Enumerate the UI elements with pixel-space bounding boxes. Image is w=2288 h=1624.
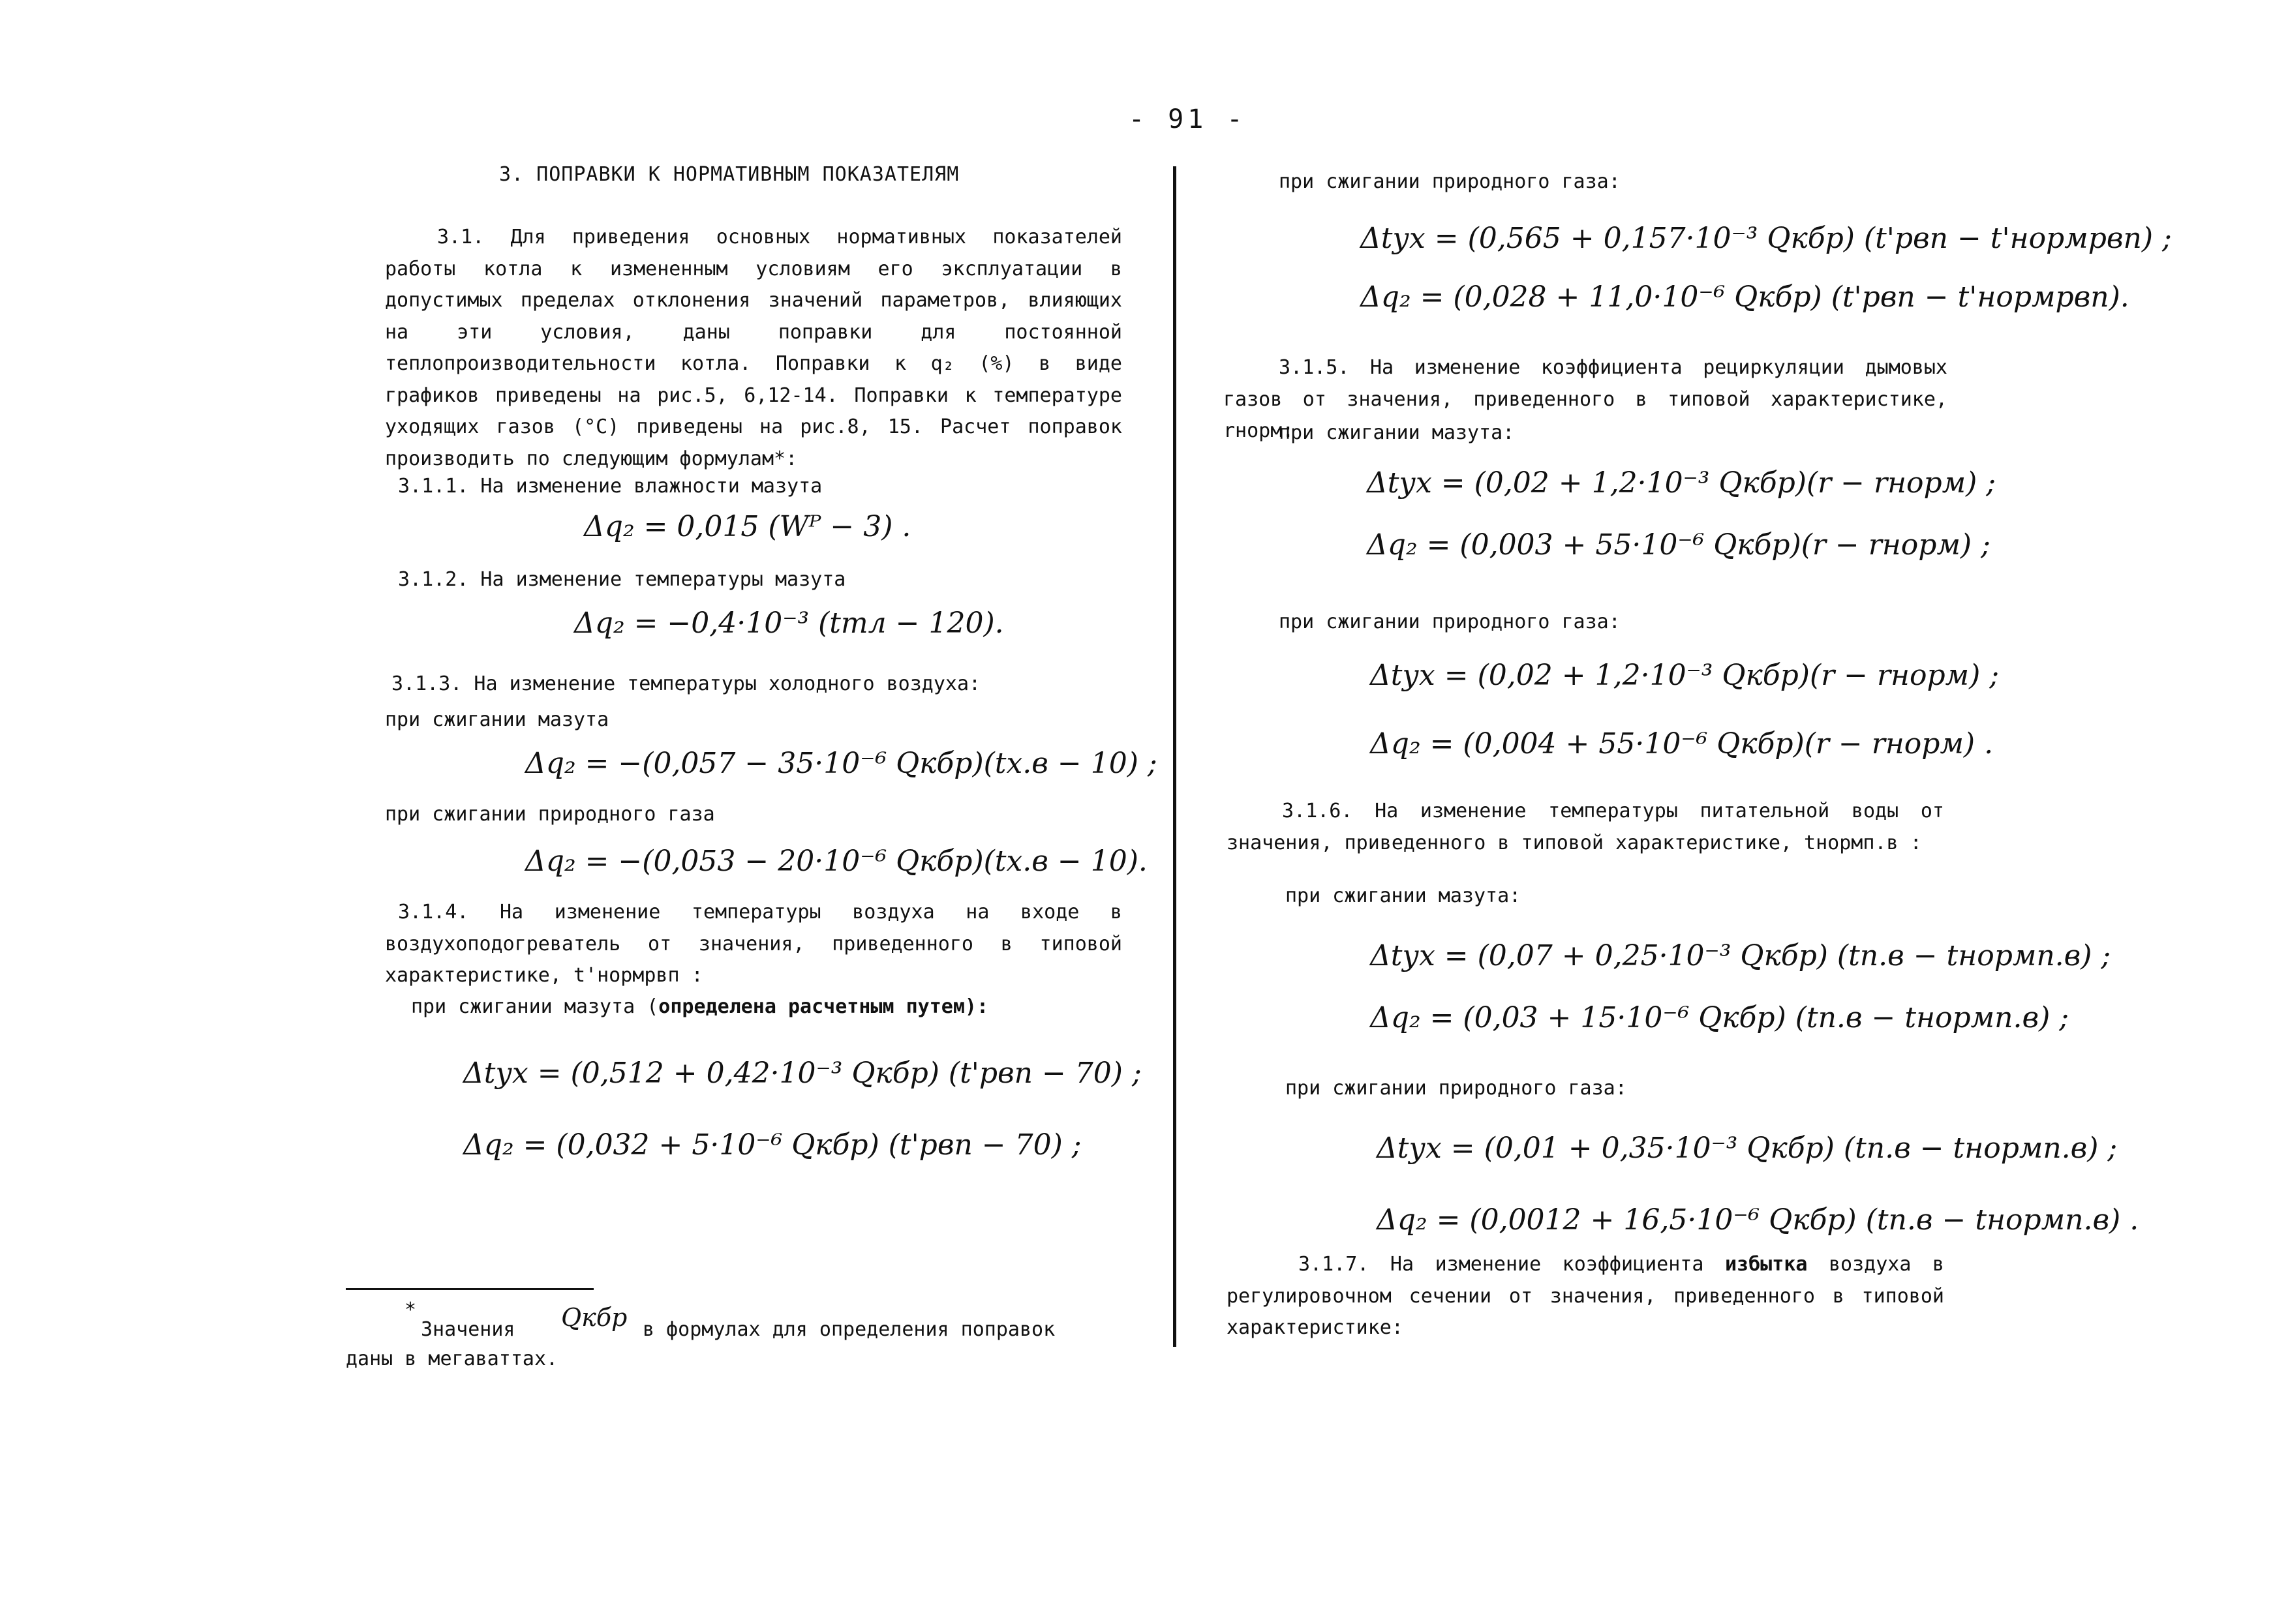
fuel-oil-label: при сжигании мазута [385, 708, 609, 731]
subsection-3-1-5: 3.1.5. На изменение коэффициента рециркуляции дымовых газов от значения, приведенного в типовой характеристике, rнорм: [1223, 356, 1947, 442]
subsection-3-1-7 [1227, 1249, 1944, 1344]
subsection-3-1-7-part-a: 3.1.7. На изменение коэффициента [1298, 1253, 1704, 1276]
column-divider [1173, 166, 1176, 1347]
formula-3-1-6b: Δq₂ = (0,03 + 15·10⁻⁶ Qкбр) (tп.в − tнормп.в) ; [1370, 1001, 2069, 1034]
formula-3-1-4b: Δq₂ = (0,032 + 5·10⁻⁶ Qкбр) (t'рвп − 70) ; [463, 1128, 1082, 1162]
subsection-3-1-1: 3.1.1. На изменение влажности мазута [398, 475, 823, 498]
fuel-oil-label-3-1-6: при сжигании мазута: [1285, 884, 1521, 907]
subsection-3-1-4: 3.1.4. На изменение температуры воздуха на входе в воздухоподогреватель от значения, приведенного в типовой характеристике, t'нормрвп : [385, 901, 1122, 987]
footnote-rule [346, 1288, 594, 1290]
natural-gas-label: при сжигании природного газа [385, 803, 715, 826]
natural-gas-label-3-1-5: при сжигании природного газа: [1279, 610, 1621, 633]
formula-3-1-5d: Δq₂ = (0,004 + 55·10⁻⁶ Qкбр)(r − rнорм) . [1370, 727, 1994, 760]
formula-3-1-5c: Δtух = (0,02 + 1,2·10⁻³ Qкбр)(r − rнорм) ; [1370, 659, 2000, 692]
subsection-3-1-6: 3.1.6. На изменение температуры питательной воды от значения, приведенного в типовой характеристике, tнормп.в : [1227, 800, 1944, 854]
formula-3-1-6c: Δtух = (0,01 + 0,35·10⁻³ Qкбр) (tп.в − tнормп.в) ; [1377, 1132, 2118, 1165]
formula-3-1-1: Δq₂ = 0,015 (Wᴾ − 3) . [584, 510, 911, 543]
formula-3-1-4a: Δtух = (0,512 + 0,42·10⁻³ Qкбр) (t'рвп − 70) ; [463, 1057, 1142, 1090]
section-heading: 3. ПОПРАВКИ К НОРМАТИВНЫМ ПОКАЗАТЕЛЯМ [499, 163, 960, 186]
formula-3-1-6a: Δtух = (0,07 + 0,25·10⁻³ Qкбр) (tп.в − tнормп.в) ; [1370, 939, 2111, 972]
subsection-3-1-3: 3.1.3. На изменение температуры холодного воздуха: [391, 672, 981, 695]
subsection-3-1-2: 3.1.2. На изменение температуры мазута [398, 568, 846, 591]
footnote-text-b: в формулах для определения поправок [643, 1318, 1056, 1341]
fuel-oil-label-3-1-5: при сжигании мазута: [1279, 421, 1515, 444]
formula-3-1-5a: Δtух = (0,02 + 1,2·10⁻³ Qкбр)(r − rнорм) ; [1367, 466, 1996, 500]
formula-3-1-4d: Δq₂ = (0,028 + 11,0·10⁻⁶ Qкбр) (t'рвп − t'нормрвп). [1360, 280, 2129, 314]
subsection-3-1-7-part-c: воздуха в регулировочном сечении от значения, приведенного в типовой характеристике: [1227, 1253, 1944, 1339]
fuel-oil-label-3-1-4 [411, 991, 988, 1023]
footnote-symbol: Qкбр [561, 1303, 628, 1332]
fuel-oil-label-part-b: определена расчетным путем): [658, 995, 989, 1018]
formula-3-1-5b: Δq₂ = (0,003 + 55·10⁻⁶ Qкбр)(r − rнорм) ; [1367, 528, 1991, 562]
formula-3-1-4c: Δtух = (0,565 + 0,157·10⁻³ Qкбр) (t'рвп − t'нормрвп) ; [1360, 222, 2172, 255]
formula-3-1-3b: Δq₂ = −(0,053 − 20·10⁻⁶ Qкбр)(tх.в − 10). [525, 845, 1148, 878]
page-number: - 91 - [1129, 104, 1247, 134]
formula-3-1-6d: Δq₂ = (0,0012 + 16,5·10⁻⁶ Qкбр) (tп.в − tнормп.в) . [1377, 1203, 2139, 1237]
natural-gas-label-3-1-6: при сжигании природного газа: [1285, 1077, 1627, 1100]
formula-3-1-3a: Δq₂ = −(0,057 − 35·10⁻⁶ Qкбр)(tх.в − 10) ; [525, 747, 1157, 780]
subsection-3-1-7-part-b: избытка [1724, 1253, 1808, 1276]
footnote-text-c: даны в мегаваттах. [346, 1347, 558, 1370]
intro-paragraph: 3.1. Для приведения основных нормативных показателей работы котла к измененным условиям его эксплуатации в допустимых пределах отклонения значений параметров, влияющих на эти условия, даны поправки для постоянной теплопроизводительности котла. Поправки к q₂ (%) в виде графиков приведены на рис.5, 6,12-14. Поправки к температуре уходящих газов (°C) приведены на рис.8, 15. Расчет поправок производить по следующим формулам*: [385, 226, 1122, 470]
fuel-oil-label-part-a: при сжигании мазута ( [411, 995, 659, 1018]
formula-3-1-2: Δq₂ = −0,4·10⁻³ (tтл − 120). [574, 607, 1004, 640]
natural-gas-label-3-1-4: при сжигании природного газа: [1279, 170, 1621, 193]
footnote-mark: * [404, 1299, 417, 1321]
footnote-text-a: Значения [421, 1318, 515, 1341]
